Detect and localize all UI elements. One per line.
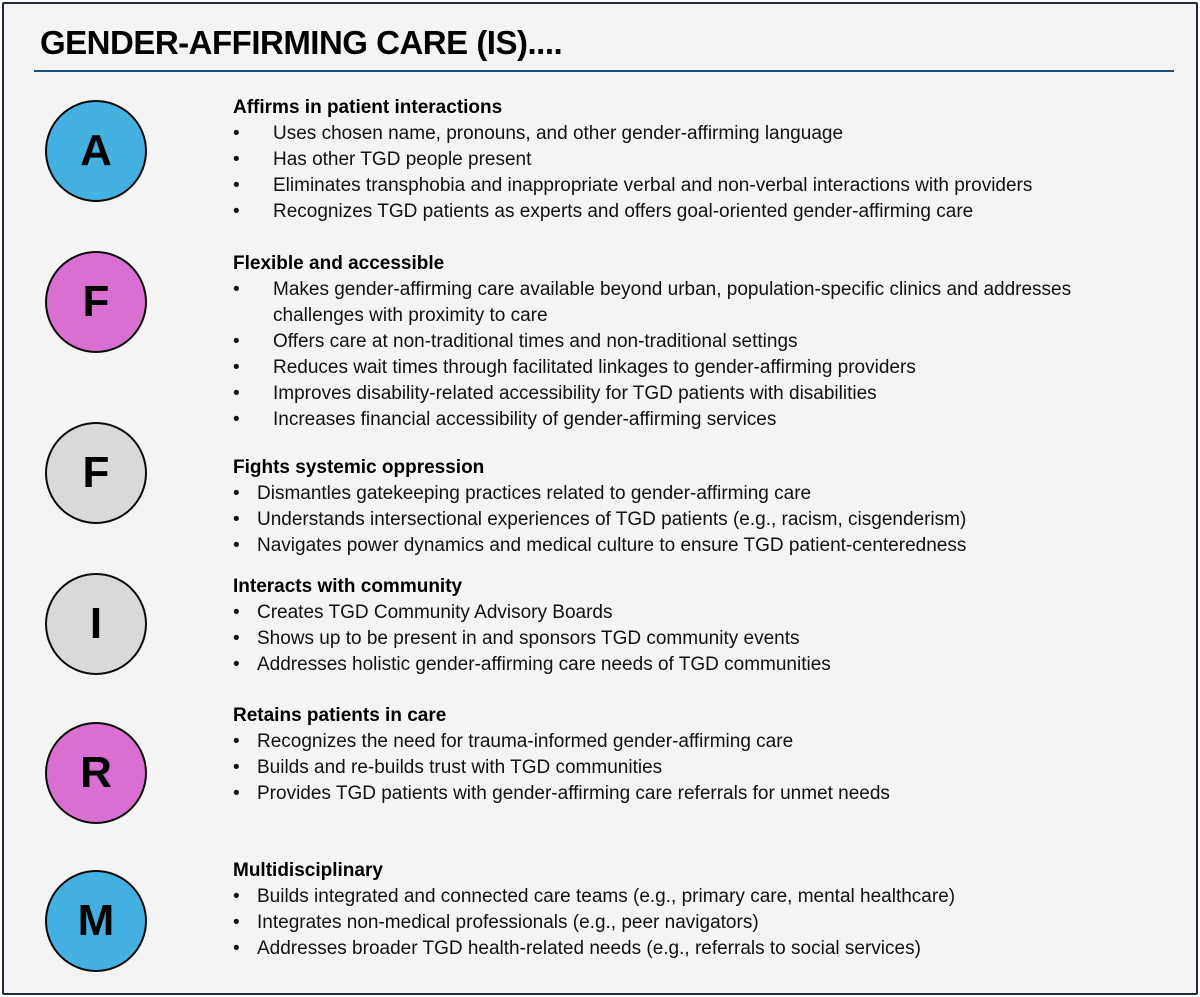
title-divider xyxy=(34,70,1174,72)
letter-label: R xyxy=(80,748,112,797)
list-item: • Integrates non-medical professionals (e.g., peer navigators) xyxy=(233,912,759,933)
list-item: • Increases financial accessibility of gender-affirming services xyxy=(233,409,777,430)
section-heading: Interacts with community xyxy=(233,576,463,597)
section-interacts xyxy=(233,574,831,678)
list-item: • Builds and re-builds trust with TGD communities xyxy=(233,757,663,778)
section-affirms xyxy=(233,95,1032,225)
list-item: • Has other TGD people present xyxy=(233,149,532,170)
letter-circle-f-fights xyxy=(45,422,147,524)
section-heading: Retains patients in care xyxy=(233,705,447,726)
list-item: • Uses chosen name, pronouns, and other gender-affirming language xyxy=(233,123,844,144)
list-item: • Makes gender-affirming care available beyond urban, population-specific clinics and addresses challenges with proximity to care xyxy=(233,279,1072,326)
section-multidisciplinary xyxy=(233,858,955,962)
letter-label: F xyxy=(82,448,110,497)
section-fights xyxy=(233,455,966,559)
list-item: • Provides TGD patients with gender-affirming care referrals for unmet needs xyxy=(233,783,890,804)
list-item: • Recognizes the need for trauma-informed gender-affirming care xyxy=(233,731,794,752)
list-item: • Reduces wait times through facilitated linkages to gender-affirming providers xyxy=(233,357,916,378)
list-item: • Addresses holistic gender-affirming care needs of TGD communities xyxy=(233,654,831,675)
letter-circle-i xyxy=(45,573,147,675)
list-item: • Creates TGD Community Advisory Boards xyxy=(233,602,613,623)
letter-circle-a xyxy=(45,100,147,202)
letter-label: F xyxy=(82,277,110,326)
letter-label: A xyxy=(80,126,112,175)
section-heading: Flexible and accessible xyxy=(233,253,445,274)
section-heading: Fights systemic oppression xyxy=(233,457,485,478)
section-heading: Affirms in patient interactions xyxy=(233,97,503,118)
letter-circle-r xyxy=(45,722,147,824)
section-retains xyxy=(233,703,890,807)
page-title: GENDER-AFFIRMING CARE (IS).... xyxy=(40,24,563,61)
diagram-frame xyxy=(2,2,1198,995)
letter-circle-m xyxy=(45,870,147,972)
list-item: • Understands intersectional experiences of TGD patients (e.g., racism, cisgenderism) xyxy=(233,509,967,530)
list-item: • Improves disability-related accessibility for TGD patients with disabilities xyxy=(233,383,877,404)
section-flexible xyxy=(233,251,1123,433)
list-item: • Recognizes TGD patients as experts and offers goal-oriented gender-affirming care xyxy=(233,201,974,222)
letter-label: M xyxy=(77,896,115,945)
section-heading: Multidisciplinary xyxy=(233,860,383,881)
letter-label: I xyxy=(89,599,103,648)
letter-circle-f-flexible xyxy=(45,251,147,353)
list-item: • Addresses broader TGD health-related needs (e.g., referrals to social services) xyxy=(233,938,921,959)
list-item: • Offers care at non-traditional times and non-traditional settings xyxy=(233,331,798,352)
list-item: • Navigates power dynamics and medical culture to ensure TGD patient-centeredness xyxy=(233,535,967,556)
list-item: • Shows up to be present in and sponsors TGD community events xyxy=(233,628,800,649)
list-item: • Builds integrated and connected care teams (e.g., primary care, mental healthcare) xyxy=(233,886,956,907)
list-item: • Dismantles gatekeeping practices related to gender-affirming care xyxy=(233,483,812,504)
list-item: • Eliminates transphobia and inappropriate verbal and non-verbal interactions with providers xyxy=(233,175,1033,196)
